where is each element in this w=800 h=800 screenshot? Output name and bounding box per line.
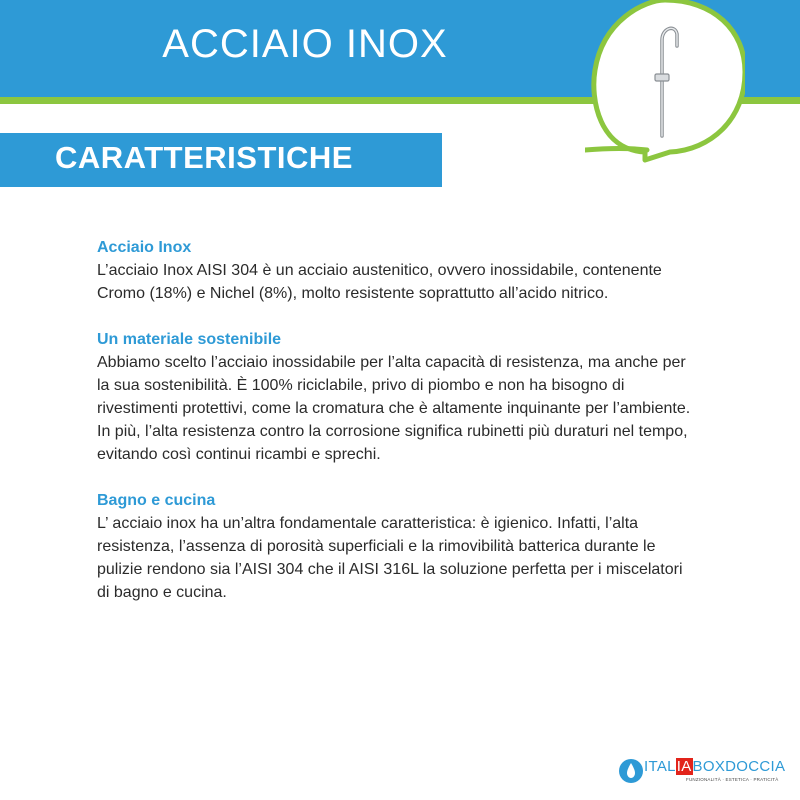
brand-logo	[618, 752, 790, 788]
section-title: CARATTERISTICHE	[55, 140, 353, 175]
block-heading: Un materiale sostenibile	[97, 331, 282, 348]
content-block	[97, 489, 697, 604]
logo-tagline: FUNZIONALITÀ · ESTETICA · PRATICITÀ	[686, 777, 779, 782]
content-block	[97, 236, 697, 305]
water-drop-icon	[618, 752, 644, 786]
block-heading: Acciaio Inox	[97, 239, 192, 256]
block-text: L’acciaio Inox AISI 304 è un acciaio austenitico, ovvero inossidabile, contenente Cromo (18%) e Nichel (8%), molto resistente soprattutto all’acido nitrico.	[97, 262, 662, 302]
page-title: ACCIAIO INOX	[162, 22, 448, 66]
block-text: Abbiamo scelto l’acciaio inossidabile per l’alta capacità di resistenza, ma anche per la sua sostenibilità. È 100% riciclabile, privo di piombo e non ha bisogno di rivestimenti protettivi, come la cromatura che è altamente inquinante per l’ambiente. In più, l’alta resistenza contro la corrosione significa rubinetti più duraturi nel tempo, evitando così continui ricambi e sprechi.	[97, 354, 691, 463]
logo-wordmark: ITALIABOXDOCCIA	[644, 758, 786, 775]
content-block	[97, 328, 697, 466]
block-heading: Bagno e cucina	[97, 492, 216, 509]
content-body	[97, 236, 697, 627]
shower-column-icon	[585, 0, 745, 165]
block-text: L’ acciaio inox ha un’altra fondamentale caratteristica: è igienico. Infatti, l’alta resistenza, l’assenza di porosità superficiali e la rimovibilità batterica durante le pulizie rendono sia l’AISI 304 che il AISI 316L la soluzione perfetta per i miscelatori di bagno e cucina.	[97, 515, 683, 601]
